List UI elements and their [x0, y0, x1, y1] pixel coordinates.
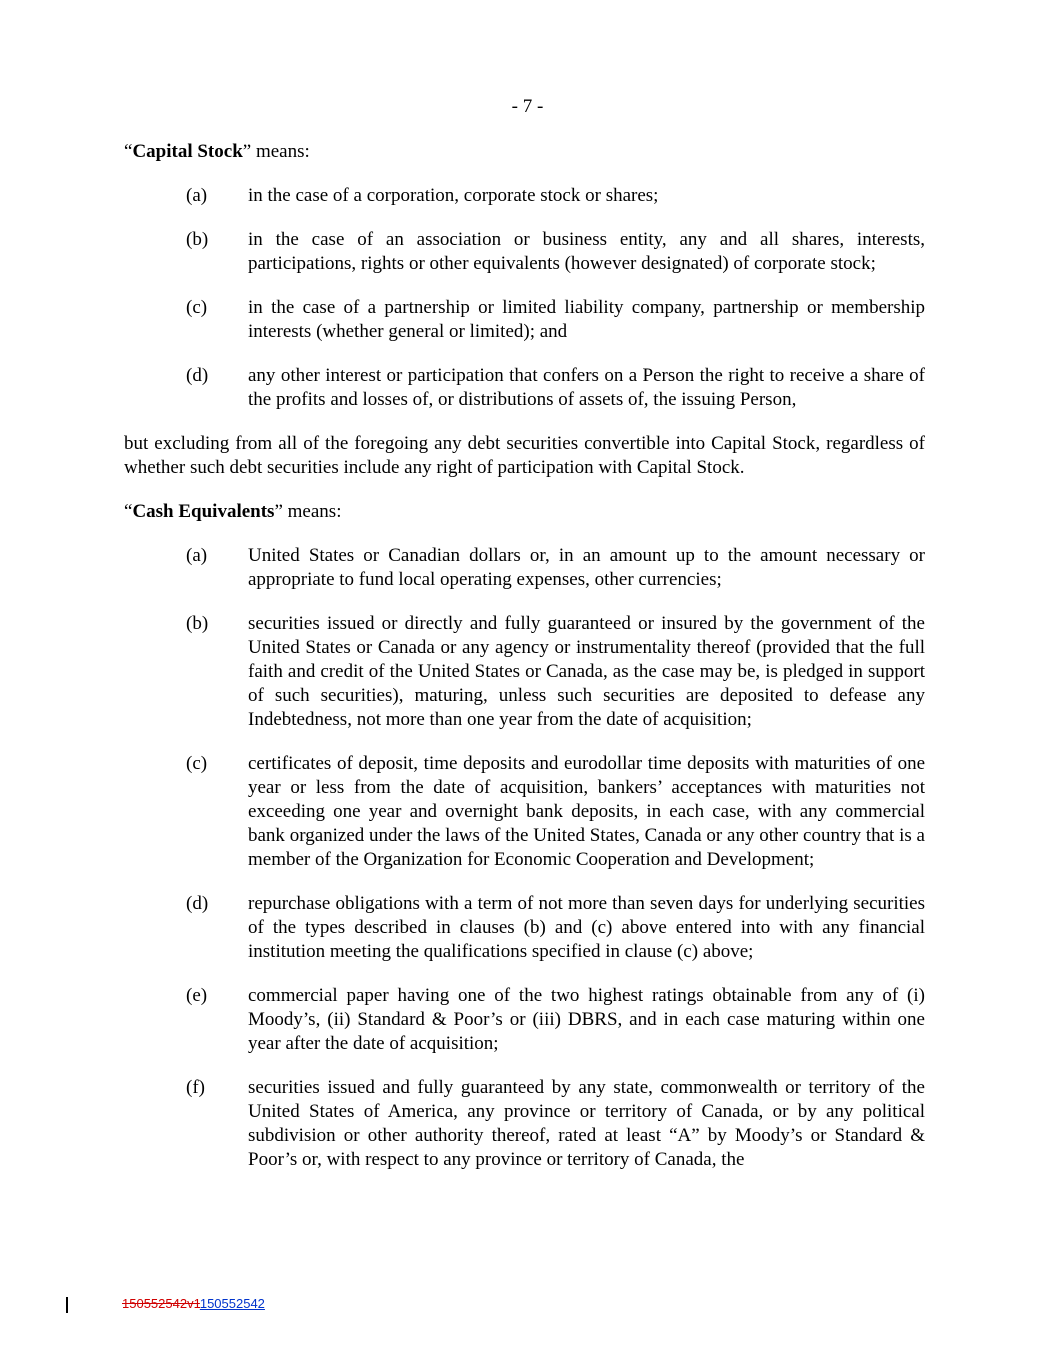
list-item: (c) in the case of a partnership or limited liability company, partnership or membership interests (whether general or limited); and [186, 297, 925, 342]
definition-capital-stock: “Capital Stock” means: [124, 141, 310, 162]
defined-term: Capital Stock [132, 141, 243, 162]
change-bar [66, 1297, 68, 1313]
list-item: (b) in the case of an association or business entity, any and all shares, interests, participations, rights or other equivalents (however designated) of corporate stock; [186, 229, 925, 274]
page-content [124, 140, 925, 1192]
list-item: (a) in the case of a corporation, corporate stock or shares; [186, 185, 659, 206]
document-footer [66, 1296, 265, 1313]
list-item: (a) United States or Canadian dollars or, in an amount up to the amount necessary or appropriate to fund local operating expenses, other currencies; [186, 545, 925, 590]
page-number: - 7 - [511, 96, 544, 117]
list-item: (d) repurchase obligations with a term of not more than seven days for underlying securities of the types described in clauses (b) and (c) above entered into with any financial institution meeting the qualifications specified in clause (c) above; [186, 893, 925, 962]
definition-cash-equivalents: “Cash Equivalents” means: [124, 501, 342, 522]
list-item: (c) certificates of deposit, time deposits and eurodollar time deposits with maturities of one year or less from the date of acquisition, bankers’ acceptances with maturities not exceeding one year and overnight bank deposits, in each case, with any commercial bank organized under the laws of the United States, Canada or any other country that is a member of the Organization for Economic Cooperation and Development; [186, 753, 925, 870]
defined-term: Cash Equivalents [132, 501, 275, 522]
list-item: (e) commercial paper having one of the two highest ratings obtainable from any of (i) Moody’s, (ii) Standard & Poor’s or (iii) DBRS, and in each case maturing within one year after the date of acquisition; [186, 985, 925, 1054]
deleted-doc-ref: 150552542v1 [122, 1296, 200, 1311]
inserted-doc-ref: 150552542 [199, 1296, 265, 1311]
list-item: (d) any other interest or participation that confers on a Person the right to receive a share of the profits and losses of, or distributions of assets of, the issuing Person, [186, 365, 925, 410]
closing-paragraph: but excluding from all of the foregoing any debt securities convertible into Capital Stock, regardless of whether such debt securities include any right of participation with Capital Stock. [124, 433, 925, 478]
list-item: (f) securities issued and fully guaranteed by any state, commonwealth or territory of the United States of America, any province or territory of Canada, or by any political subdivision or other authority thereof, rated at least “A” by Moody’s or Standard & Poor’s or, with respect to any province or territory of Canada, the [186, 1077, 925, 1170]
list-item: (b) securities issued or directly and fully guaranteed or insured by the government of the United States or Canada or any agency or instrumentality thereof (provided that the full faith and credit of the United States or Canada, as the case may be, is pledged in support of such securities), maturing, unless such securities are deposited to defease any Indebtedness, not more than one year from the date of acquisition; [186, 613, 925, 730]
